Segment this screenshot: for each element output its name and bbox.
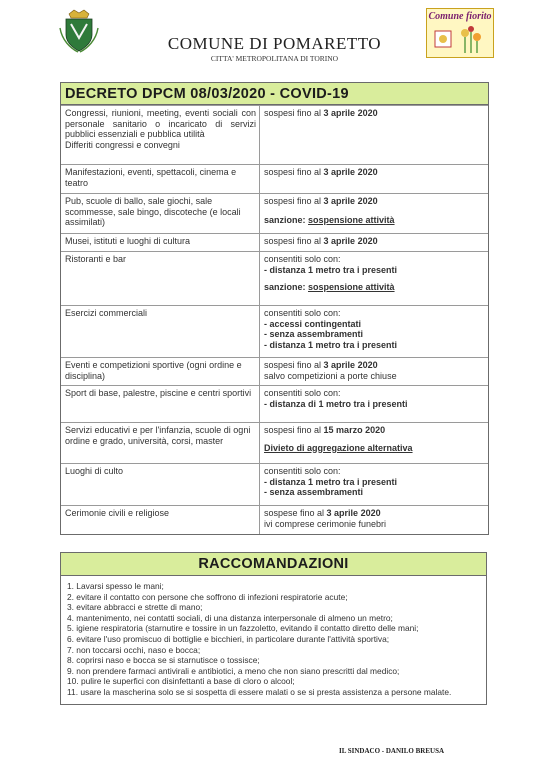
list-item: 3. evitare abbracci e strette di mano; — [67, 602, 203, 613]
rule-cell — [260, 423, 488, 463]
activity-text: Esercizi commerciali — [65, 308, 148, 318]
page-title: COMUNE DI POMARETTO — [167, 34, 382, 53]
rule-cell — [260, 386, 488, 422]
rule-text: sospese fino al — [264, 508, 327, 518]
list-item: 2. evitare il contatto con persone che soffrono di infezioni respiratorie acute; — [67, 591, 348, 602]
table-row — [61, 357, 488, 385]
rule-cell — [260, 234, 488, 251]
activity-text: Pub, scuole di ballo, sale giochi, sale scommesse, sale bingo, discoteche (e locali assimilati) — [65, 196, 241, 227]
rule-text: sospesi fino al — [264, 425, 324, 435]
rule-cell — [260, 464, 488, 505]
sanction-label: sanzione: — [264, 214, 309, 225]
rule-note: salvo competizioni a porte chiuse — [264, 370, 397, 381]
rule-date: 3 aprile 2020 — [323, 108, 378, 118]
rule-cell — [260, 106, 488, 164]
activity-cell — [61, 306, 260, 357]
table-row — [61, 193, 488, 233]
rule-cell — [260, 165, 488, 193]
activity-text: Cerimonie civili e religiose — [65, 508, 170, 518]
rule-text: consentiti solo con: — [264, 388, 341, 398]
list-item: 1. Lavarsi spesso le mani; — [67, 581, 164, 591]
activity-cell — [61, 234, 260, 251]
sanction-label: sanzione: — [264, 282, 309, 292]
table-row — [61, 505, 488, 534]
activity-cell — [61, 106, 260, 164]
mayor-signature: IL SINDACO - DANILO BREUSA — [339, 747, 445, 755]
activity-text: Sport di base, palestre, piscine e centri sportivi — [65, 388, 252, 398]
activity-cell — [61, 423, 260, 463]
table-row — [61, 422, 488, 463]
sanction-value: sospensione attività — [308, 214, 395, 225]
list-item: 9. non prendere farmaci antivirali e antibiotici, a meno che non siano prescritti dal medico; — [67, 665, 400, 676]
rule-item: - accessi contingentati — [264, 318, 362, 329]
list-item: 5. igiene respiratoria (starnutire e tossire in un fazzoletto, evitando il contatto diretto delle mani; — [67, 623, 419, 634]
list-item: 6. evitare l'uso promiscuo di bottiglie e bicchieri, in particolare durante l'attività sportiva; — [67, 633, 390, 644]
rule-item: - distanza di 1 metro tra i presenti — [264, 398, 408, 409]
list-item: 10. pulire le superfici con disinfettanti a base di cloro o alcool; — [67, 676, 295, 687]
rule-item: - senza assembramenti — [264, 487, 364, 497]
rule-date: 3 aprile 2020 — [323, 196, 378, 206]
rule-text: sospesi fino al — [264, 360, 324, 370]
activity-text: Congressi, riunioni, meeting, eventi sociali con personale sanitario o incaricato di servizi pubblici essenziali e pubblica utilità — [65, 108, 256, 139]
rule-cell — [260, 506, 488, 534]
rule-item: - distanza 1 metro tra i presenti — [264, 339, 398, 350]
rule-item: - distanza 1 metro tra i presenti — [264, 476, 398, 487]
recommendations-box — [60, 552, 487, 705]
list-item: 8. coprirsi naso e bocca se si starnutisce o tossisce; — [67, 655, 260, 666]
rule-date: 3 aprile 2020 — [323, 236, 378, 246]
rule-text: consentiti solo con: — [264, 254, 341, 264]
rule-date: 3 aprile 2020 — [323, 167, 378, 177]
rule-text: consentiti solo con: — [264, 466, 341, 476]
rule-text: sospesi fino al — [264, 236, 324, 246]
table-row — [61, 305, 488, 357]
activity-text: Luoghi di culto — [65, 466, 124, 476]
decree-table — [60, 82, 489, 535]
activity-text: Musei, istituti e luoghi di cultura — [65, 236, 191, 246]
page-subtitle: CITTA' METROPOLITANA DI TORINO — [210, 54, 339, 63]
rule-date: 3 aprile 2020 — [323, 360, 378, 370]
table-row — [61, 385, 488, 422]
recommendations-list — [61, 576, 486, 704]
activity-text: Eventi e competizioni sportive (ogni ordine e disciplina) — [65, 360, 242, 381]
activity-cell — [61, 252, 260, 305]
list-item: 11. usare la mascherina solo se si sospetta di essere malati o se si presta assistenza a persone malate. — [67, 686, 452, 697]
activity-text: Ristoranti e bar — [65, 254, 127, 264]
activity-cell — [61, 506, 260, 534]
rule-text: sospesi fino al — [264, 196, 324, 206]
rule-cell — [260, 358, 488, 385]
activity-text: Servizi educativi e per l'infanzia, scuole di ogni ordine e grado, università, corsi, master — [65, 425, 251, 446]
rule-note: ivi comprese cerimonie funebri — [264, 518, 387, 529]
rule-text: sospesi fino al — [264, 108, 324, 118]
table-row — [61, 463, 488, 505]
list-item: 7. non toccarsi occhi, naso e bocca; — [67, 644, 201, 655]
rule-note: Divieto di aggregazione alternativa — [264, 442, 413, 453]
rule-date: 15 marzo 2020 — [323, 425, 386, 435]
activity-cell — [61, 358, 260, 385]
rule-item: - distanza 1 metro tra i presenti — [264, 264, 398, 275]
rule-cell — [260, 252, 488, 305]
table-row — [61, 105, 488, 164]
table-row — [61, 233, 488, 251]
rule-date: 3 aprile 2020 — [326, 508, 381, 518]
rule-item: - senza assembramenti — [264, 329, 364, 339]
rule-text: consentiti solo con: — [264, 308, 341, 318]
table-row — [61, 164, 488, 193]
rule-cell — [260, 194, 488, 233]
activity-cell — [61, 194, 260, 233]
list-item: 4. mantenimento, nei contatti sociali, di una distanza interpersonale di almeno un metro; — [67, 612, 393, 623]
table-row — [61, 251, 488, 305]
decree-heading: DECRETO DPCM 08/03/2020 - COVID-19 — [61, 83, 488, 105]
activity-text: Manifestazioni, eventi, spettacoli, cinema e teatro — [65, 167, 237, 188]
activity-cell — [61, 386, 260, 422]
rule-text: sospesi fino al — [264, 167, 324, 177]
rule-cell — [260, 306, 488, 357]
activity-cell — [61, 464, 260, 505]
sanction-value: sospensione attività — [308, 282, 395, 292]
recommendations-heading: RACCOMANDAZIONI — [61, 553, 486, 576]
badge-text: Comune fiorito — [428, 11, 492, 22]
activity-cell — [61, 165, 260, 193]
activity-text: Differiti congressi e convegni — [65, 139, 180, 150]
